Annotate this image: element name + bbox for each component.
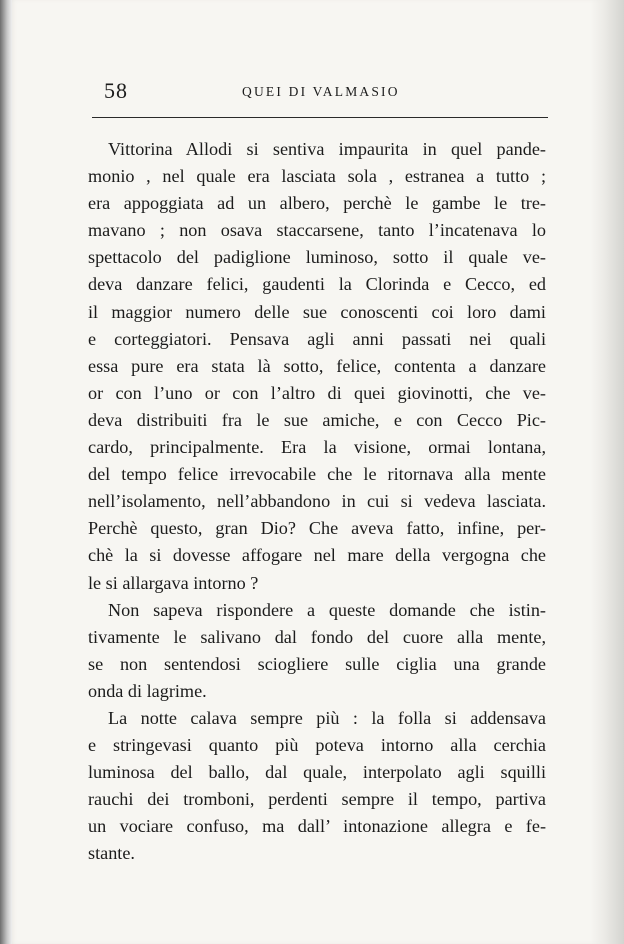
text-line: spettacolo del padiglione luminoso, sotto il quale ve- [88,247,546,268]
text-line: se non sentendosi sciogliere sulle ciglia una grande [88,653,546,674]
text-line: e stringevasi quanto più poteva intorno alla cerchia [88,735,546,756]
text-line: del tempo felice irrevocabile che le ritornava alla mente [88,464,546,485]
text-line: le si allargava intorno ? [88,572,259,593]
text-line: il maggior numero delle sue conoscenti coi loro dami [88,301,546,322]
text-line: e corteggiatori. Pensava agli anni passati nei quali [88,328,546,349]
text-line: or con l’uno or con l’altro di quei giovinotti, che ve- [88,382,546,403]
text-line: nell’isolamento, nell’abbandono in cui si vedeva lasciata. [88,491,546,512]
page-spine-shadow [0,0,12,944]
text-line: Perchè questo, gran Dio? Che aveva fatto, infine, per- [88,518,546,539]
text-line: luminosa del ballo, dal quale, interpolato agli squilli [88,762,546,783]
page-header [0,78,624,112]
text-line: deva danzare felici, gaudenti la Clorinda e Cecco, ed [88,274,546,295]
text-line: Non sapeva rispondere a queste domande che istin- [108,599,546,620]
text-line: onda di lagrime. [88,680,207,701]
body-text [88,136,546,868]
text-line: mavano ; non osava staccarsene, tanto l’incatenava lo [88,220,546,241]
running-title: QUEI DI VALMASIO [242,84,400,99]
text-line: era appoggiata ad un albero, perchè le gambe le tre- [88,193,546,214]
text-line: rauchi dei tromboni, perdenti sempre il tempo, partiva [88,789,546,810]
page-number: 58 [104,78,128,103]
text-line: essa pure era stata là sotto, felice, contenta a danzare [88,355,546,376]
page-edge-shade [590,0,624,944]
text-line: chè la si dovesse affogare nel mare della vergogna che [88,545,546,566]
text-line: tivamente le salivano dal fondo del cuore alla mente, [88,626,546,647]
text-line: deva distribuiti fra le sue amiche, e con Cecco Pic- [88,409,546,430]
text-line: Vittorina Allodi si sentiva impaurita in quel pande- [108,139,546,159]
text-line: monio , nel quale era lasciata sola , estranea a tutto ; [88,166,546,187]
text-line: La notte calava sempre più : la folla si addensava [108,707,546,728]
header-rule [92,117,548,118]
text-line: stante. [88,843,135,864]
text-line: un vociare confuso, ma dall’ intonazione allegra e fe- [88,816,546,837]
text-line: cardo, principalmente. Era la visione, ormai lontana, [88,437,546,458]
